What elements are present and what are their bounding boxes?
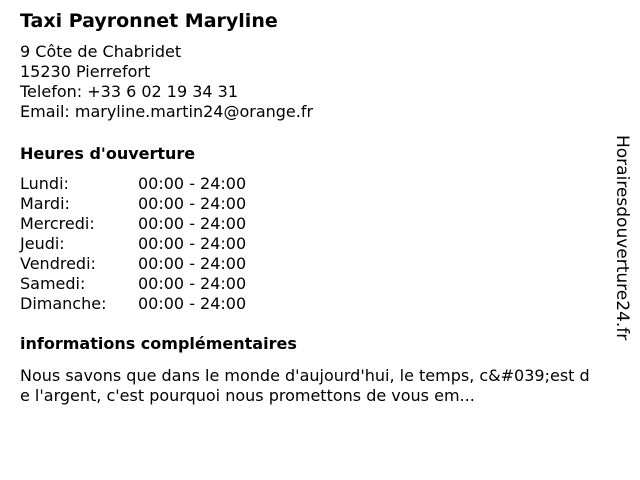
address-street: 9 Côte de Chabridet xyxy=(20,42,182,61)
hours-row-sunday xyxy=(20,294,246,314)
hours-row-monday xyxy=(20,174,246,194)
contact-block xyxy=(20,42,313,122)
day-label: Mardi: xyxy=(20,194,70,213)
hours-row-saturday xyxy=(20,274,246,294)
phone-line: Telefon: +33 6 02 19 34 31 xyxy=(20,82,239,101)
hours-row-thursday xyxy=(20,234,246,254)
day-label: Jeudi: xyxy=(20,234,65,253)
time-range: 00:00 - 24:00 xyxy=(138,254,247,273)
email-line: Email: maryline.martin24@orange.fr xyxy=(20,102,314,121)
hours-row-wednesday xyxy=(20,214,246,234)
time-range: 00:00 - 24:00 xyxy=(138,234,247,253)
day-label: Mercredi: xyxy=(20,214,95,233)
hours-row-friday xyxy=(20,254,246,274)
time-range: 00:00 - 24:00 xyxy=(138,174,247,193)
time-range: 00:00 - 24:00 xyxy=(138,214,247,233)
business-name: Taxi Payronnet Maryline xyxy=(20,10,278,32)
day-label: Samedi: xyxy=(20,274,86,293)
time-range: 00:00 - 24:00 xyxy=(138,274,247,293)
info-description: Nous savons que dans le monde d'aujourd'hui, le temps, c&#039;est de l'argent, c'est pourquoi nous promettons de vous em... xyxy=(20,366,590,405)
hours-row-tuesday xyxy=(20,194,246,214)
day-label: Dimanche: xyxy=(20,294,107,313)
site-watermark: Horairesdouverture24.fr xyxy=(612,135,632,341)
hours-heading: Heures d'ouverture xyxy=(20,144,196,163)
hours-table xyxy=(20,174,246,314)
day-label: Vendredi: xyxy=(20,254,96,273)
time-range: 00:00 - 24:00 xyxy=(138,294,247,313)
time-range: 00:00 - 24:00 xyxy=(138,194,247,213)
info-heading: informations complémentaires xyxy=(20,334,297,353)
day-label: Lundi: xyxy=(20,174,69,193)
address-city: 15230 Pierrefort xyxy=(20,62,151,81)
